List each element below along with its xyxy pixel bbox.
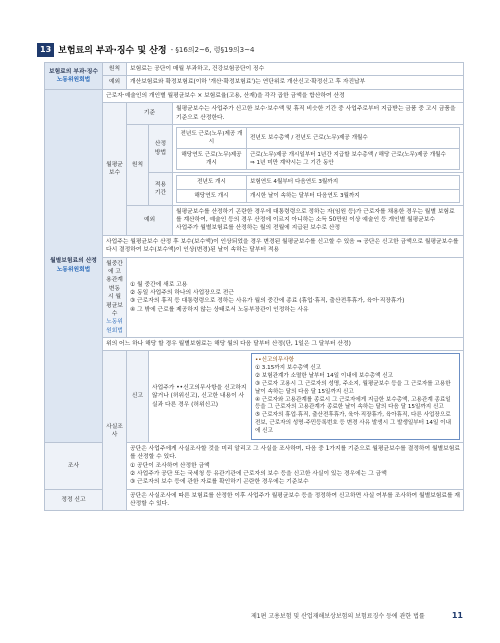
acq-label: 산정 방법 (149, 124, 173, 172)
footer-text: 제1편 고용보험 및 산업재해보상보험의 보험료징수 등에 관한 법률 (251, 613, 425, 620)
apply-row-1-text: 보험연도 4월부터 다음연도 3월까지 (247, 176, 460, 189)
change-item: ④ 그 밖에 근로를 제공하지 않는 상태로서 노동부장관이 인정하는 사유 (130, 306, 309, 313)
inv-survey-item: ② 사업주가 공단 또는 국세청 등 유관기관에 근로자의 보수 등을 신고한 사실이 있는 경우에는 그 금액 (130, 470, 387, 477)
inv-report-item: ④ 근로자와 고용관계를 종료시 그 근로자에게 지급한 보수총액, 고용관계 종료일 등을 그 근로자의 고용관계가 종료한 날이 속하는 달의 다음 달 15일까지 신고 (255, 396, 451, 411)
inv-survey-text: 공단은 사업주에게 사실조사할 것을 미리 알리고 그 사실을 조사하며, 다음 중 1가지를 기준으로 월평균보수를 결정하여 월별보험료를 산정할 수 있다. (130, 445, 460, 461)
inv-survey-item: ③ 근로자의 보수 등에 관한 자료를 확인하기 곤란한 경우에는 기준보수 (130, 479, 309, 486)
inv-report-left: 사업주가 ••신고의무사항을 신고하지 않거나 (허위신고), 신고한 내용이 사실과 다른 경우 (허위신고) (152, 385, 247, 408)
section-title: 보험료의 부과·징수 및 산정 (58, 46, 167, 56)
wage-exception-text: 월평균보수를 산정하기 곤란한 경우에 대통령령으로 정하는 자(임원 등)가 근로자를 채용한 경우는 월별 보험료를 계산하여, 예술인 등의 경우 산정에 이르지 아니하는 소득 50만원 이상 예술인 등 개인별 월평균보수 (176, 208, 455, 223)
change-item: ③ 근로자의 휴직 등 대통령령으로 정하는 사유가 월의 중간에 종료 (휴업·휴직, 출산전후휴가, 육아·직장휴가) (130, 298, 405, 305)
wage-exception-extra: 사업주가 월별보험료를 산정하는 월의 전월에 지급된 보수로 산정 (176, 225, 341, 232)
wage-principle-label: 원칙 (127, 124, 149, 205)
calc-intro: 근로자·예술인의 개인별 월평균보수 × 보험료율(고용, 산재)을 각각 곱한 금액을 합산하여 산정 (103, 89, 464, 102)
inv-survey-label: 조사 (45, 442, 103, 489)
basis-text: 월평균보수는 사업주가 신고한 보수·보수액 및 휴직 비슷한 기간 중 사업주로부터 지급받는 금품 중 고시 금품을 기준으로 산정한다. (173, 103, 464, 125)
principle-text: 보험료는 공단이 매월 부과하고, 건강보험공단이 징수 (127, 63, 464, 76)
calc-header-label: 월별보험료의 산정 (50, 258, 97, 265)
change-footnote: 위의 어느 하나 해당 할 경우 월별보험료는 해당 월의 다음 달부터 산정(단, 1일은 그 달부터 산정) (103, 338, 464, 351)
inv-report-item: ② 보험관계가 소멸한 날부터 14일 이내에 보수총액 신고 (255, 373, 394, 380)
exception-text: 개산보험료와 확정보험료(이하 '개산·확정보험료')는 연단위로 개산신고·확정신고 후 자진납부 (127, 76, 464, 89)
acq-table (176, 127, 460, 170)
calc-header (45, 89, 103, 442)
acq-note: ⇒ 1년 미만 계약시는 그 기간 동안 (250, 160, 334, 167)
inv-correct-label: 정정 신고 (45, 489, 103, 511)
apply-row-1-label: 전년도 개시 (177, 176, 247, 189)
content-table (44, 62, 464, 511)
apply-cell (173, 173, 464, 205)
inv-report-label: 신고 (127, 351, 149, 442)
apply-label: 적용 기간 (149, 173, 173, 205)
inv-report-box (251, 353, 460, 439)
change-link[interactable]: 노동위원회법 (106, 319, 123, 334)
section-reference: - §16의2~6, 령§19의3~4 (170, 45, 255, 54)
apply-row-2-label: 해당연도 개시 (177, 189, 247, 202)
wage-exception-label: 예외 (127, 205, 173, 235)
collection-header-label: 보험료의 부과·징수 (48, 68, 99, 75)
inv-report-item: ⑤ 근로자의 휴업·휴직, 출산전후휴가, 육아·직장휴가, 육아휴직, 다른 사업장으로 전보, 근로자의 성명·주민등록번호 등 변경 사유 발생시 그 발생일부터 14일 이내에 신고 (255, 412, 451, 434)
wage-exception-cell (173, 205, 464, 235)
change-item: ② 동일 사업주의 하나의 사업장으로 전근 (130, 289, 235, 296)
collection-header (45, 63, 103, 90)
change-label: 월중간에 고용관계변동 시 월평균보수 (106, 260, 123, 317)
collection-header-link[interactable]: 노동위원회법 (56, 76, 91, 83)
inv-report-box-title: ••신고의무사항 (255, 357, 295, 364)
basis-label: 기준 (127, 103, 173, 125)
inv-survey-item: ① 공단이 조사하여 산정한 금액 (130, 462, 210, 469)
acq-row-1-formula: 전년도 보수총액 / 전년도 근로(노무)제공 개월수 (247, 127, 460, 148)
section-title-bar (37, 41, 467, 58)
inv-survey-cell (127, 442, 464, 489)
apply-row-2-text: 개시한 날이 속하는 달부터 다음연도 3월까지 (247, 189, 460, 202)
inv-report-cell (149, 351, 464, 442)
report-text: 사업주는 월평균보수 산정 후 보수(보수액)이 인상되었을 경우 변경된 월평균보수를 신고할 수 있음 ⇒ 공단은 신고한 금액으로 월평균보수를 다시 결정하여 보수(보수액)이 인상(변경)된 날이 속하는 달부터 적용 (103, 235, 464, 257)
exception-label: 예외 (103, 76, 127, 89)
acq-row-2-formula-text: 근로(노무)제공 개시일부터 1년간 지급할 보수총액 / 해당 근로(노무)제공 개월수 (250, 152, 446, 159)
inv-correct-text: 공단은 사실조사에 따른 보험료를 산정한 이후 사업주가 월평균보수 등을 정정하여 신고하면 사실 여부를 조사하여 월별보험료를 재산정할 수 있다. (127, 489, 464, 511)
change-item: ① 월 중간에 새로 고용 (130, 281, 188, 288)
page-footer (251, 611, 463, 620)
investigation-label: 사실조사 (103, 351, 127, 511)
change-label-cell (103, 257, 127, 338)
acq-row-2-formula (247, 149, 460, 170)
acq-row-1-label: 전년도 근로(노무)제공 개시 (177, 127, 247, 148)
inv-report-item: ③ 근로자 고용시 그 근로자의 성명, 주소지, 월평균보수 등을 그 근로자를 고용한 날이 속하는 달의 다음 달 15일까지 신고 (255, 380, 451, 395)
section-number: 13 (37, 43, 54, 57)
change-items (127, 257, 464, 338)
acq-cell (173, 124, 464, 172)
principle-label: 원칙 (103, 63, 127, 76)
page-number: 11 (451, 611, 463, 620)
apply-table (176, 175, 460, 202)
calc-header-link[interactable]: 노동위원회법 (56, 266, 91, 273)
wage-label: 월평균보수 (103, 103, 127, 236)
inv-report-item: ① 3.15까지 보수총액 신고 (255, 365, 322, 372)
acq-row-2-label: 해당연도 근로(노무)제공 개시 (177, 149, 247, 170)
